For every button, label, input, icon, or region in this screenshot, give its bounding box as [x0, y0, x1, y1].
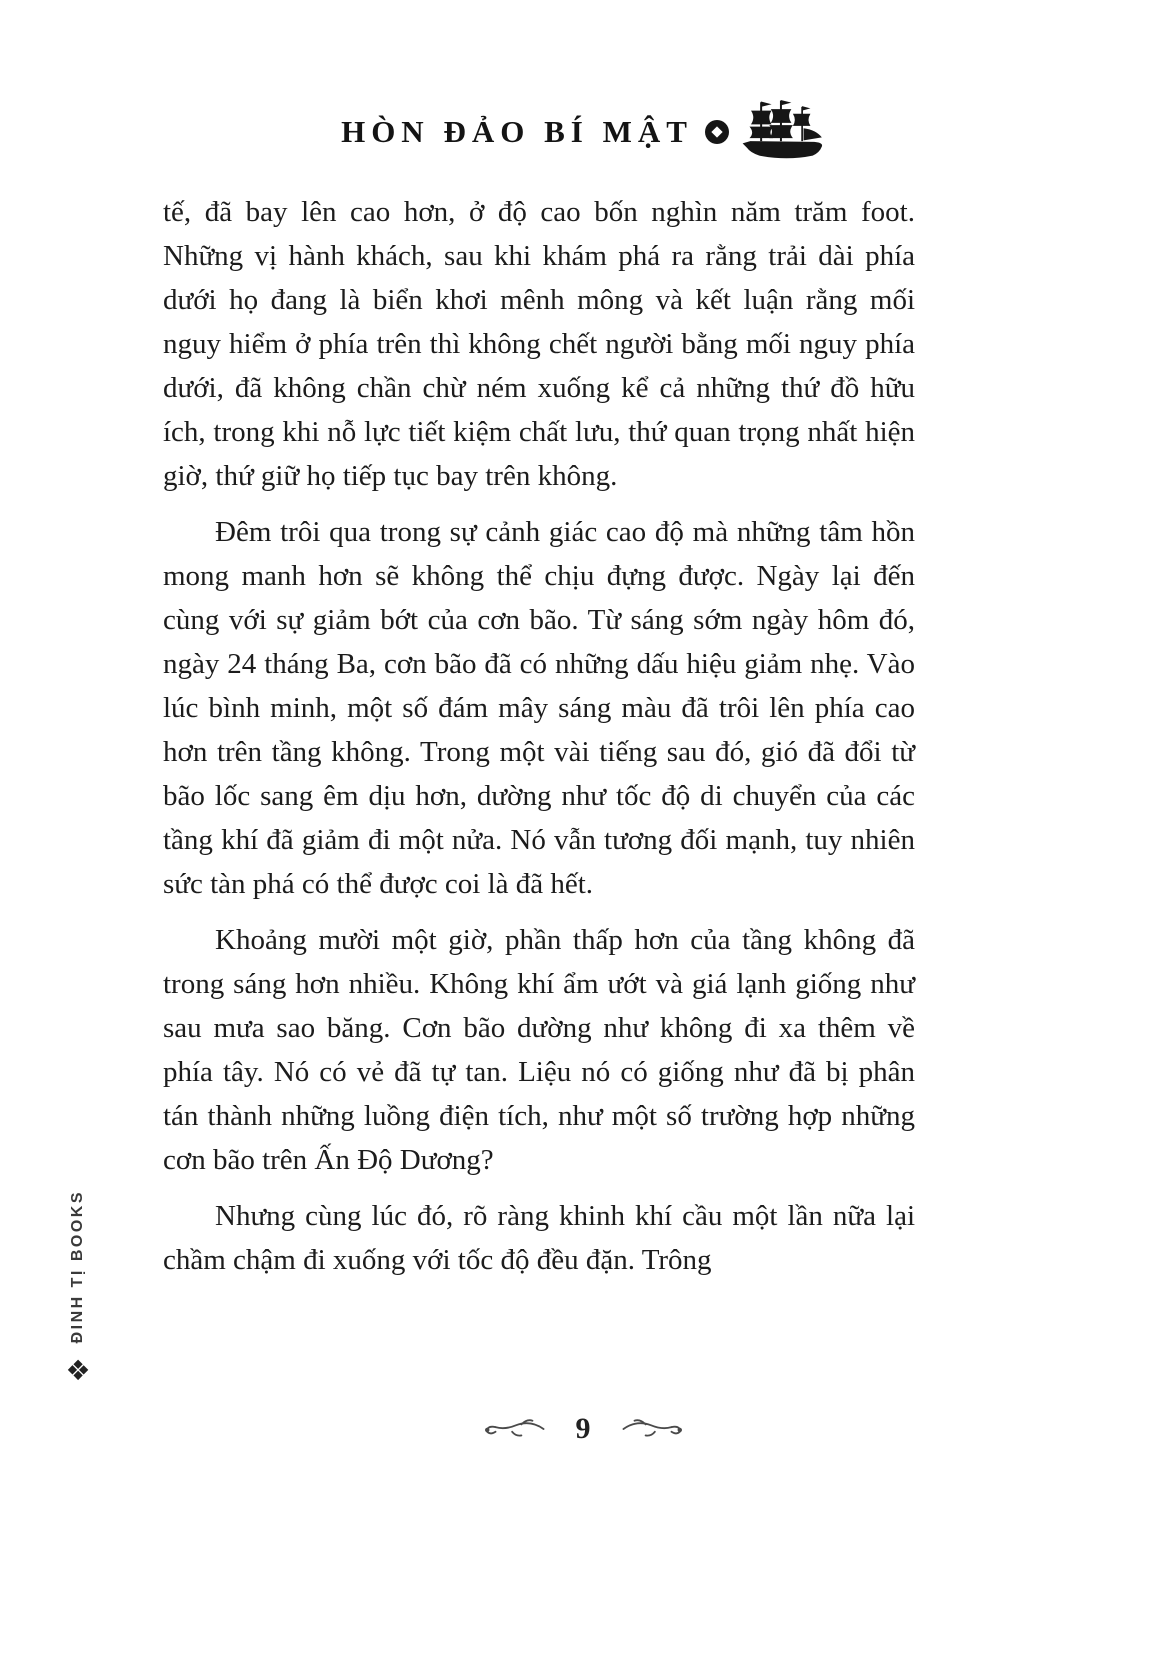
sailing-ship-icon: [741, 100, 825, 164]
book-title: HÒN ĐẢO BÍ MẬT: [341, 114, 693, 149]
paragraph: tế, đã bay lên cao hơn, ở độ cao bốn nghìn năm trăm foot. Những vị hành khách, sau khi khám phá ra rằng trải dài phía dưới họ đang là biển khơi mênh mông và kết luận rằng mối nguy hiểm ở phía trên thì không chết người bằng mối nguy phía dưới, đã không chần chừ ném xuống kể cả những thứ đồ hữu ích, trong khi nỗ lực tiết kiệm chất lưu, thứ quan trọng nhất hiện giờ, thứ giữ họ tiếp tục bay trên không.: [163, 196, 915, 492]
paragraph: Nhưng cùng lúc đó, rõ ràng khinh khí cầu một lần nữa lại chầm chậm đi xuống với tốc độ đều đặn. Trông: [163, 1200, 915, 1276]
paragraph: Đêm trôi qua trong sự cảnh giác cao độ mà những tâm hồn mong manh hơn sẽ không thể chịu đựng được. Ngày lại đến cùng với sự giảm bớt của cơn bão. Từ sáng sớm ngày hôm đó, ngày 24 tháng Ba, cơn bão đã có những dấu hiệu giảm nhẹ. Vào lúc bình minh, một số đám mây sáng màu đã trôi lên phía cao hơn trên tầng không. Trong một vài tiếng sau đó, gió đã đổi từ bão lốc sang êm dịu hơn, dường như tốc độ di chuyển của các tầng khí đã giảm đi một nửa. Nó vẫn tương đối mạnh, tuy nhiên sức tàn phá có thể được coi là đã hết.: [163, 516, 915, 900]
flourish-left-icon: [480, 1417, 548, 1441]
publisher-name: ĐINH TỊ BOOKS: [69, 1190, 86, 1344]
page-footer: [0, 1412, 1166, 1446]
publisher-sidebar: [52, 1190, 104, 1388]
dinhti-diamond-logo-icon: ❖: [65, 1354, 91, 1388]
medallion-icon: [705, 120, 729, 144]
paragraph: Khoảng mười một giờ, phần thấp hơn của tầng không đã trong sáng hơn nhiều. Không khí ẩm ướt và giá lạnh giống như sau mưa sao băng. Cơn bão dường như không đi xa thêm về phía tây. Nó có vẻ đã tự tan. Liệu nó có giống như đã bị phân tán thành những luồng điện tích, như một số trường hợp những cơn bão trên Ấn Độ Dương?: [163, 924, 915, 1176]
flourish-right-icon: [619, 1417, 687, 1441]
page-number: 9: [575, 1412, 591, 1445]
page-header: [0, 100, 1166, 164]
page-body: [163, 190, 915, 1282]
medallion-diamond: [711, 126, 722, 137]
